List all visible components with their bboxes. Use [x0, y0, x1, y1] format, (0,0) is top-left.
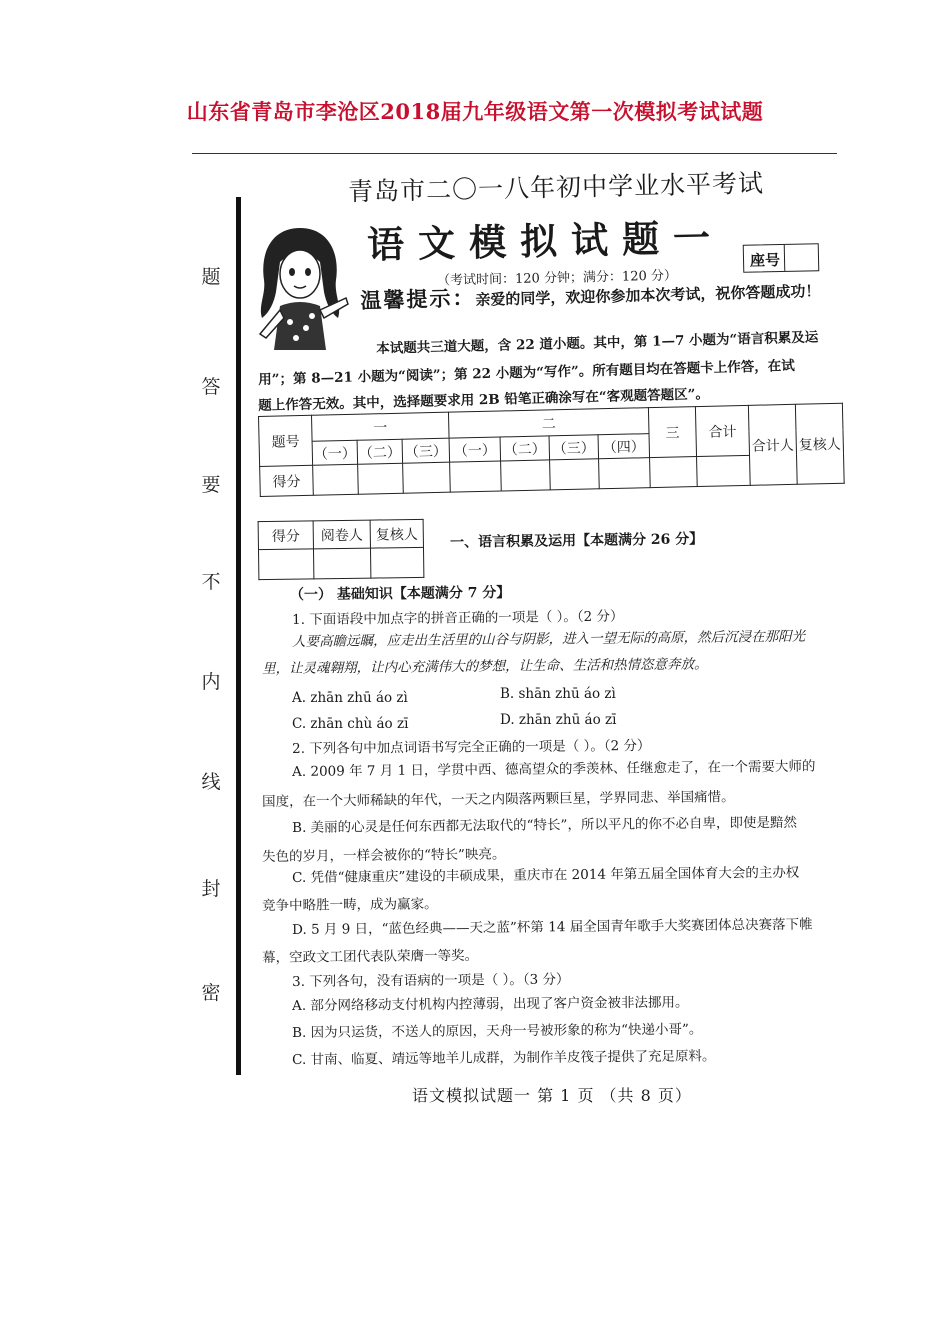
score-cell[interactable]: [599, 458, 651, 489]
seat-label: 座号: [744, 245, 786, 272]
question-passage: 人要高瞻远瞩，应走出生活里的山谷与阴影，进入一望无际的高原，然后沉浸在那阳光: [292, 628, 806, 650]
score-sub: （一）: [312, 440, 358, 465]
score-cell[interactable]: [403, 462, 451, 493]
question-passage: 里，让灵魂翱翔，让内心充满伟大的梦想，让生命、生活和热情恣意奔放。: [262, 656, 708, 677]
tip-text: 亲爱的同学，欢迎你参加本次考试，祝你答题成功！: [475, 281, 821, 309]
question-line: A. 部分网络移动支付机构内控薄弱，出现了客户资金被非法挪用。: [292, 994, 689, 1014]
question-option: C. zhān chù áo zī: [292, 716, 409, 732]
margin-char: 线: [201, 771, 221, 793]
question-line: 国度，在一个大师稀缺的年代，一天之内陨落两颗巨星，学界同悲、举国痛惜。: [262, 789, 735, 810]
margin-char: 要: [201, 474, 221, 496]
score-cell[interactable]: [358, 463, 404, 494]
question-line: B. 美丽的心灵是任何东西都无法取代的“特长”，所以平凡的你不必自卑，即使是黯然: [292, 814, 797, 836]
tip-label: 温馨提示：: [360, 284, 476, 313]
question-line: 失色的岁月，一样会被你的“特长”映亮。: [262, 846, 506, 865]
score-cell[interactable]: [550, 459, 600, 490]
question-stem: 3. 下列各句，没有语病的一项是（ ）。（3 分）: [292, 971, 570, 990]
score-group: 三: [648, 407, 696, 458]
score-cell[interactable]: [697, 455, 751, 486]
score-cell[interactable]: [501, 460, 551, 491]
section-title: 一、语言积累及运用【本题满分 26 分】: [449, 531, 704, 551]
score-cell[interactable]: [650, 457, 698, 488]
exam-header: 青岛市二〇一八年初中学业水平考试: [347, 168, 765, 207]
document-title: 山东省青岛市李沧区2018届九年级语文第一次模拟考试试题: [186, 99, 764, 124]
notice-line: 题上作答无效。其中，选择题要求用 2B 铅笔正确涂写在“客观题答题区”。: [258, 386, 710, 414]
seat-number-box: [743, 243, 820, 273]
margin-char: 内: [201, 671, 221, 693]
margin-char: 封: [201, 878, 221, 900]
margin-char: 答: [201, 376, 221, 398]
grader-header: 复核人: [370, 519, 423, 548]
question-stem: 1. 下面语段中加点字的拼音正确的一项是（ ）。（2 分）: [292, 608, 624, 628]
question-option: D. zhān zhū áo zī: [500, 712, 617, 728]
score-sub: （三）: [402, 438, 450, 463]
question-line: 竞争中略胜一畴，成为赢家。: [262, 896, 438, 914]
page-footer: 语文模拟试题一 第 1 页 （共 8 页）: [412, 1086, 692, 1105]
score-sub: （二）: [357, 439, 403, 464]
question-stem: 2. 下列各句中加点词语书写完全正确的一项是（ ）。（2 分）: [292, 737, 651, 757]
question-line: 幕，空政文工团代表队荣膺一等奖。: [262, 947, 479, 966]
grader-header: 得分: [258, 521, 313, 550]
score-checker-header: 复核人: [795, 403, 844, 484]
score-totaler-header: 合计人: [748, 404, 797, 485]
question-line: A. 2009 年 7 月 1 日，学贯中西、德高望众的季羡林、任继愈走了，在一个需要大师的: [292, 758, 816, 780]
mascot-illustration: [250, 222, 350, 350]
grader-cell[interactable]: [370, 547, 423, 578]
score-sub: （一）: [449, 437, 501, 462]
question-line: D. 5 月 9 日，“蓝色经典——天之蓝”杯第 14 届全国青年歌手大奖赛团体总决赛落下帷: [292, 916, 813, 938]
exam-time-note: （考试时间：120 分钟；满分：120 分）: [436, 268, 678, 289]
grader-cell[interactable]: [313, 548, 370, 579]
margin-char: 题: [201, 266, 221, 288]
title-divider: [192, 153, 837, 154]
warm-tip: [360, 272, 841, 315]
score-row-header: 题号: [259, 415, 313, 466]
exam-title: 语文模拟试题一: [366, 215, 725, 267]
score-cell[interactable]: [450, 461, 502, 492]
score-row-header: 得分: [260, 465, 314, 496]
question-line: C. 甘南、临夏、靖远等地羊儿成群，为制作羊皮筏子提供了充足原料。: [292, 1048, 716, 1068]
grader-header: 阅卷人: [313, 520, 370, 549]
seal-line: [236, 197, 241, 1075]
seat-value[interactable]: [785, 244, 819, 271]
score-sub: （四）: [598, 434, 650, 459]
question-option: B. shān zhū áo zì: [500, 686, 616, 702]
score-total-header: 合计: [695, 405, 749, 456]
score-sub: （三）: [549, 435, 599, 460]
question-line: B. 因为只运货，不送人的原因，天舟一号被形象的称为“快递小哥”。: [292, 1021, 703, 1041]
grader-table: [258, 519, 425, 580]
score-cell[interactable]: [313, 464, 359, 495]
subsection-title: （一） 基础知识【本题满分 7 分】: [289, 584, 511, 604]
margin-char: 密: [201, 982, 221, 1004]
score-group: 二: [448, 408, 649, 439]
question-line: C. 凭借“健康重庆”建设的丰硕成果，重庆市在 2014 年第五届全国体育大会的主办权: [292, 864, 800, 886]
score-sub: （二）: [500, 436, 550, 461]
notice-line: 本试题共三道大题，含 22 道小题。其中，第 1—7 小题为“语言积累及运: [376, 329, 819, 357]
margin-char: 不: [201, 571, 221, 593]
score-group: 一: [311, 412, 449, 441]
question-option: A. zhān zhū áo zì: [292, 690, 408, 706]
score-table: [258, 403, 845, 497]
grader-cell[interactable]: [258, 549, 313, 580]
notice-line: 用”；第 8—21 小题为“阅读”；第 22 小题为“写作”。所有题目均在答题卡上作答，在试: [258, 357, 795, 388]
